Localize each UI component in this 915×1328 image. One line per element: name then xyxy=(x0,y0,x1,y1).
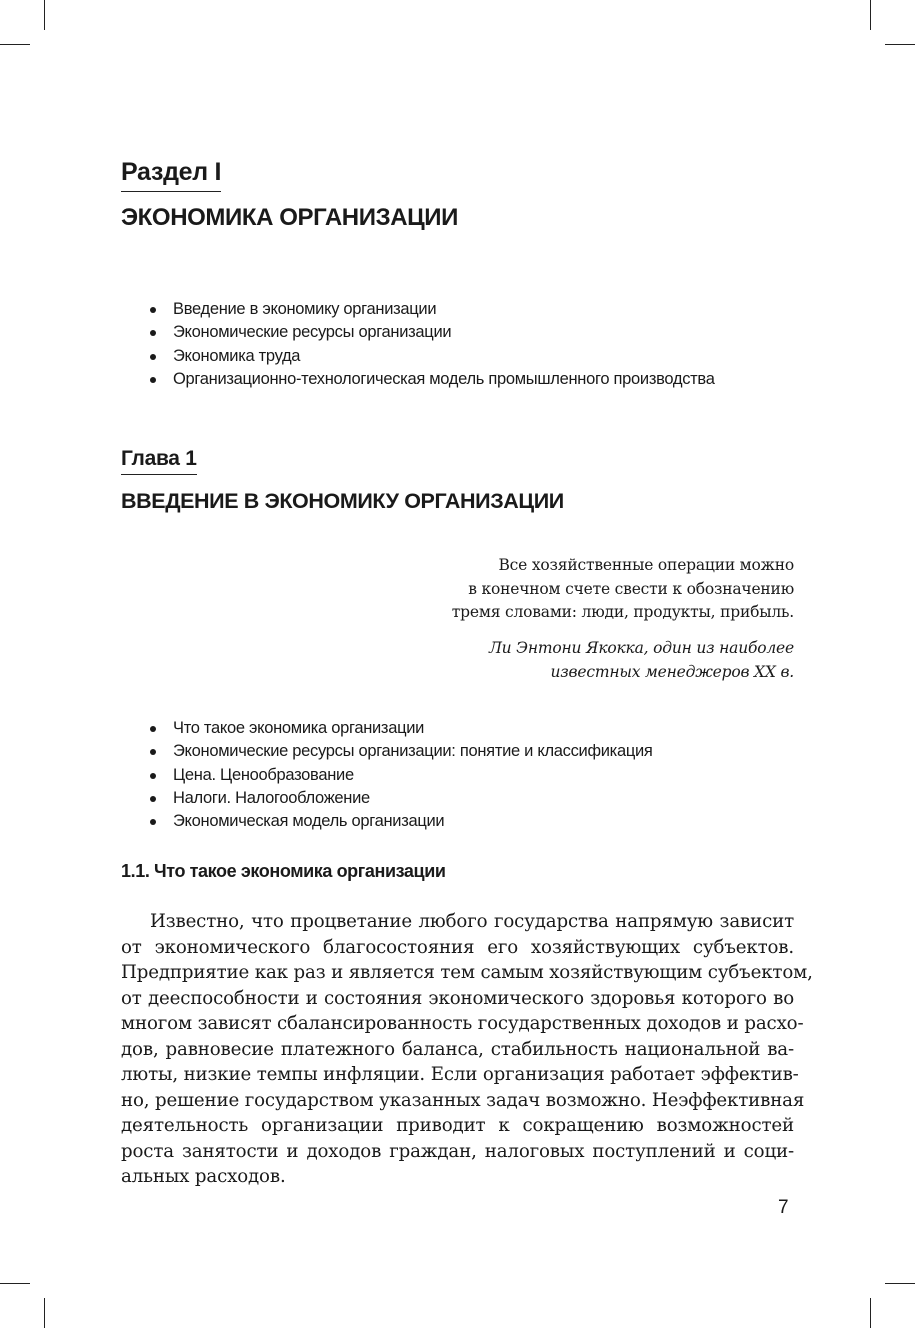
list-item-text: Экономические ресурсы организации: понятие и классификация xyxy=(173,742,653,761)
list-item xyxy=(148,345,715,368)
list-item xyxy=(148,321,715,344)
chapter-title: ВВЕДЕНИЕ В ЭКОНОМИКУ ОРГАНИЗАЦИИ xyxy=(121,489,564,513)
list-item xyxy=(148,810,653,833)
chapter-topics-list xyxy=(148,717,653,833)
section-title: ЭКОНОМИКА ОРГАНИЗАЦИИ xyxy=(121,204,458,231)
crop-mark-bottom-right-h xyxy=(885,1283,915,1284)
body-paragraph xyxy=(121,909,813,1190)
bullet-icon xyxy=(150,796,156,802)
crop-mark-top-left-h xyxy=(0,44,30,45)
bullet-icon xyxy=(150,749,156,755)
crop-mark-top-right-h xyxy=(885,44,915,45)
crop-mark-bottom-left-v xyxy=(44,1298,45,1328)
paragraph-line: но, решение государством указанных задач возможно. Неэффективная xyxy=(121,1089,805,1111)
paragraph-line: Предприятие как раз и является тем самым хозяйствующим субъектом, xyxy=(121,962,813,983)
list-item xyxy=(148,368,715,391)
bullet-icon xyxy=(150,307,156,313)
paragraph-line: дов, равновесие платежного баланса, стабильность национальной ва- xyxy=(121,1038,794,1060)
list-item-text: Организационно-технологическая модель промышленного производства xyxy=(173,369,715,388)
paragraph-line: роста занятости и доходов граждан, налоговых поступлений и соци- xyxy=(121,1140,794,1162)
paragraph-line: Известно, что процветание любого государства напрямую зависит xyxy=(150,911,794,932)
epigraph-author xyxy=(434,636,794,684)
paragraph-line: альных расходов. xyxy=(121,1166,286,1187)
bullet-icon xyxy=(150,330,156,336)
list-item-text: Налоги. Налогообложение xyxy=(173,788,370,807)
paragraph-line: люты, низкие темпы инфляции. Если организация работает эффектив- xyxy=(121,1064,799,1085)
section-topics-list xyxy=(148,298,715,391)
crop-mark-bottom-right-v xyxy=(870,1298,871,1328)
epigraph-author-line: известных менеджеров XX в. xyxy=(550,662,794,681)
epigraph-line: в конечном счете свести к обозначению xyxy=(468,579,794,598)
paragraph-line: многом зависят сбалансированность государственных доходов и расхо- xyxy=(121,1013,804,1034)
page-number: 7 xyxy=(778,1197,789,1218)
bullet-icon xyxy=(150,773,156,779)
list-item-text: Введение в экономику организации xyxy=(173,300,437,318)
subsection-title: 1.1. Что такое экономика организации xyxy=(121,861,446,881)
list-item-text: Экономическая модель организации xyxy=(173,812,445,831)
list-item xyxy=(148,740,653,763)
list-item xyxy=(148,298,715,321)
epigraph-line: Все хозяйственные операции можно xyxy=(498,556,794,574)
bullet-icon xyxy=(150,354,156,360)
epigraph-author-line: Ли Энтони Якокка, один из наиболее xyxy=(488,638,794,657)
paragraph-line: деятельность организации приводит к сокращению возможностей xyxy=(121,1115,794,1136)
list-item xyxy=(148,764,653,787)
bullet-icon xyxy=(150,819,156,825)
epigraph-line: тремя словами: люди, продукты, прибыль. xyxy=(451,603,794,621)
section-label: Раздел I xyxy=(121,158,221,192)
bullet-icon xyxy=(150,377,156,383)
list-item-text: Цена. Ценообразование xyxy=(173,765,354,784)
crop-mark-top-left-v xyxy=(44,0,45,30)
crop-mark-top-right-v xyxy=(870,0,871,30)
epigraph xyxy=(434,554,794,684)
chapter-label: Глава 1 xyxy=(121,446,197,475)
list-item-text: Что такое экономика организации xyxy=(173,719,425,737)
paragraph-line: от экономического благосостояния его хозяйствующих субъектов. xyxy=(121,936,794,958)
list-item xyxy=(148,717,653,740)
crop-mark-bottom-left-h xyxy=(0,1283,30,1284)
bullet-icon xyxy=(150,726,156,732)
list-item xyxy=(148,787,653,810)
list-item-text: Экономика труда xyxy=(173,346,301,365)
list-item-text: Экономические ресурсы организации xyxy=(173,323,452,342)
paragraph-line: от дееспособности и состояния экономического здоровья которого во xyxy=(121,987,794,1009)
